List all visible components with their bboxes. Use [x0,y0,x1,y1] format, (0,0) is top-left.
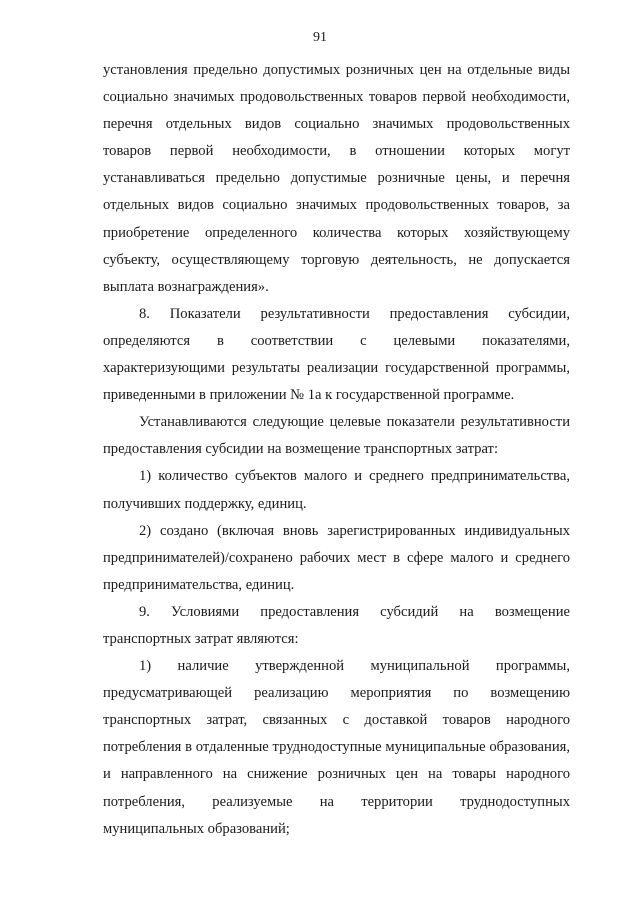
text-line: отдельных видов социально значимых продовольственных товаров, [103,197,550,214]
text-line: социально значимых продовольственных товаров первой необходимости, [103,89,570,106]
text-line: определяются в соответствии с целевыми показателями, [103,332,570,349]
text-line: транспортных затрат являются: [103,630,299,647]
document-body [103,57,570,843]
text-line: выплата вознаграждения». [103,278,269,295]
text-line: предоставления субсидии на возмещение транспортных затрат: [103,441,498,458]
paragraph-indicator-1 [103,463,570,517]
text-line: и направленного на снижение розничных цен на товары народного [103,766,570,783]
text-line: 2) создано (включая вновь зарегистрированных индивидуальных [139,522,570,539]
text-line: за приобретение определенного количества которых хозяйствующему [103,197,570,241]
text-line: устанавливаться предельно допустимые розничные цены, и перечня [103,170,570,187]
text-line: субъекту, осуществляющему торговую деятельность, не допускается [103,251,570,268]
paragraph-item-9 [103,599,570,653]
paragraph-condition-1 [103,653,570,843]
text-line: установления предельно допустимых розничных цен на отдельные виды [103,62,570,78]
text-line: предпринимателей)/сохранено рабочих мест в сфере малого и среднего [103,549,570,566]
paragraph-target-indicators [103,409,570,463]
text-line: приведенными в приложении № 1а к государственной программе. [103,387,515,404]
text-line: потребления в отдаленные труднодоступные муниципальные образования, [103,739,570,756]
text-line: Устанавливаются следующие целевые показатели результативности [139,414,570,431]
text-line: 8. Показатели результативности предоставления субсидии, [139,305,570,322]
text-line: 9. Условиями предоставления субсидий на возмещение [139,603,570,620]
paragraph-item-8 [103,301,570,409]
paragraph-continuation [103,57,570,301]
paragraph-indicator-2 [103,518,570,599]
text-line: 1) наличие утвержденной муниципальной программы, [139,658,570,675]
text-line: получивших поддержку, единиц. [103,495,307,512]
text-line: характеризующими результаты реализации государственной программы, [103,360,570,377]
text-line: предпринимательства, единиц. [103,576,295,593]
text-line: муниципальных образований; [103,820,290,837]
text-line: предусматривающей реализацию мероприятия по возмещению [103,685,570,702]
page-number: 91 [313,30,327,45]
text-line: перечня отдельных видов социально значимых продовольственных [103,116,570,133]
text-line: потребления, реализуемые на территории труднодоступных [103,793,570,810]
text-line: 1) количество субъектов малого и среднего предпринимательства, [139,468,570,485]
text-line: товаров первой необходимости, в отношении которых могут [103,143,570,160]
text-line: транспортных затрат, связанных с доставкой товаров народного [103,712,570,729]
